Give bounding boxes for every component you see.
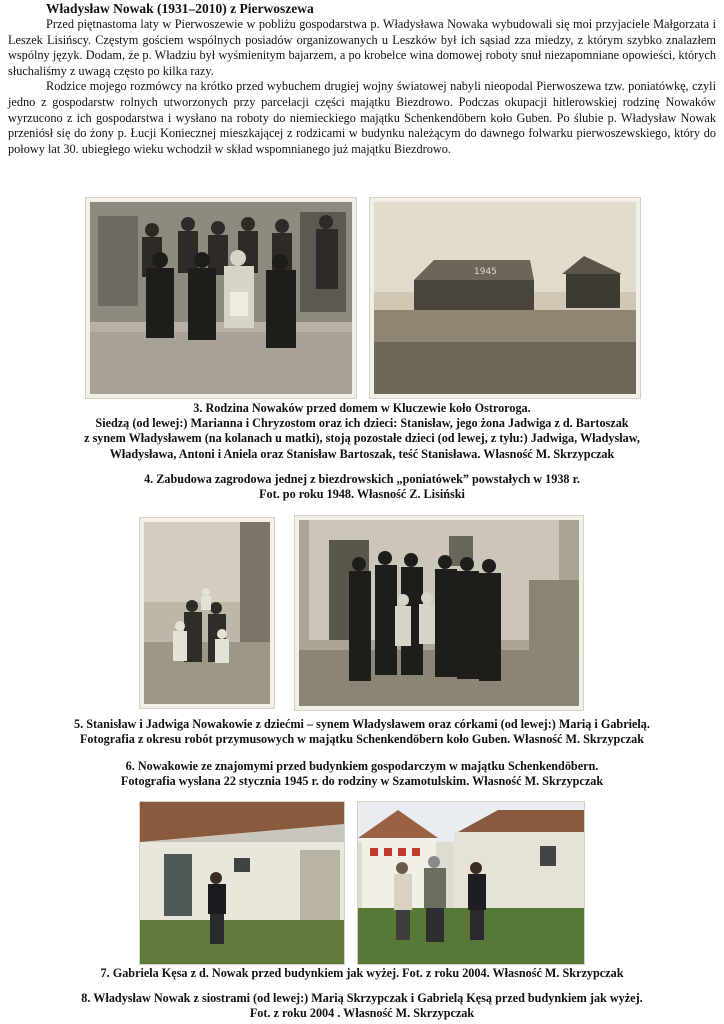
caption-5-line-1: 5. Stanisław i Jadwiga Nowakowie z dziećmi – synem Władysławem oraz córkami (od lewej:) Marią i Gabrielą.: [74, 717, 650, 731]
caption-8-line-2: Fot. z roku 2004 . Własność M. Skrzypczak: [249, 1006, 475, 1021]
caption-4-line-1: 4. Zabudowa zagrodowa jednej z biezdrowskich „poniatówek” powstałych w 1938 r.: [144, 472, 580, 486]
caption-3-line-2: Siedzą (od lewej:) Marianna i Chryzostom oraz ich dzieci: Stanisław, jego żona Jadwiga z d. Bartoszak: [95, 416, 629, 431]
paragraph-2: Rodzice mojego rozmówcy na krótko przed wybuchem drugiej wojny światowej nabyli nieopodal Pierwoszewa tzw. poniatówkę, czyli jedno z gospodarstw rolnych utworzonych przy parcelacji części majątku Biezdrowo. Podczas okupacji hitlerowskiej rodzinę Nowaków wyrzucono z ich gospodarstwa i wysłano na roboty do niemieckiego majątku Schenkendöbern koło Guben. Po ślubie p. Władysław Nowak przeniósł się do żony p. Łucji Koniecznej mieszkającej z rodzicami w budynku należącym do dawnego folwarku pierwoszewskiego, który do połowy lat 30. ubiegłego wieku wchodził w skład wspomnianego już majątku Biezdrowo.: [8, 79, 716, 156]
caption-6: [0, 759, 724, 789]
caption-8-line-1: 8. Władysław Nowak z siostrami (od lewej:) Marią Skrzypczak i Gabrielą Kęsą przed budynkiem jak wyżej.: [81, 991, 643, 1005]
photo-6-group-schenkendobern: [295, 516, 583, 710]
photo-4-farm-buildings: [370, 198, 640, 398]
caption-3-line-1: 3. Rodzina Nowaków przed domem w Kluczewie koło Ostroroga.: [193, 401, 531, 415]
caption-7: [0, 966, 724, 981]
caption-4: [0, 472, 724, 502]
caption-5-line-2: Fotografia z okresu robót przymusowych w majątku Schenkendöbern koło Guben. Własność M. Skrzypczak: [79, 732, 645, 747]
caption-6-line-1: 6. Nowakowie ze znajomymi przed budynkiem gospodarczym w majątku Schenkendöbern.: [125, 759, 599, 773]
caption-3-line-4: Władysława, Antoni i Aniela oraz Stanisław Bartoszak, teść Stanisława. Własność M. Skrzypczak: [109, 446, 615, 461]
caption-3-line-3: z synem Władysławem (na kolanach u matki), stoją pozostałe dzieci (od lewej, z tyłu:) Jadwiga, Władysław,: [84, 431, 640, 446]
caption-7-line-1: 7. Gabriela Kęsa z d. Nowak przed budynkiem jak wyżej. Fot. z roku 2004. Własność M. Skrzypczak: [100, 966, 624, 980]
caption-8: [0, 991, 724, 1021]
article-title: Władysław Nowak (1931–2010) z Pierwoszewa: [46, 1, 314, 16]
caption-5: [0, 717, 724, 747]
photo-3-family-portrait: [86, 198, 356, 398]
photo-7-gabriela-kesa: [140, 802, 344, 964]
photo-8-wladyslaw-with-sisters: [358, 802, 584, 964]
paragraph-1: Przed piętnastoma laty w Pierwoszewie w pobliżu gospodarstwa p. Władysława Nowaka wybudowali się moi przyjaciele Małgorzata i Leszek Lisińscy. Częstym gościem wspólnych posiadów organizowanych u Leszków był ich sąsiad zza miedzy, z którym szybko znalazłem wspólny język. Dodam, że p. Władziu był wyśmienitym bajarzem, a po krobelce wina domowej roboty snuł niezapomniane opowieści, których słuchaliśmy z uwagą często po kilka razy.: [8, 17, 716, 78]
building-year-sign: 1945: [474, 267, 497, 277]
article-body: [8, 17, 716, 157]
photo-5-family-forced-labour: [140, 518, 274, 708]
caption-4-line-2: Fot. po roku 1948. Własność Z. Lisiński: [259, 487, 465, 502]
caption-6-line-2: Fotografia wysłana 22 stycznia 1945 r. do rodziny w Szamotulskim. Własność M. Skrzypczak: [120, 774, 604, 789]
caption-3: [0, 401, 724, 462]
